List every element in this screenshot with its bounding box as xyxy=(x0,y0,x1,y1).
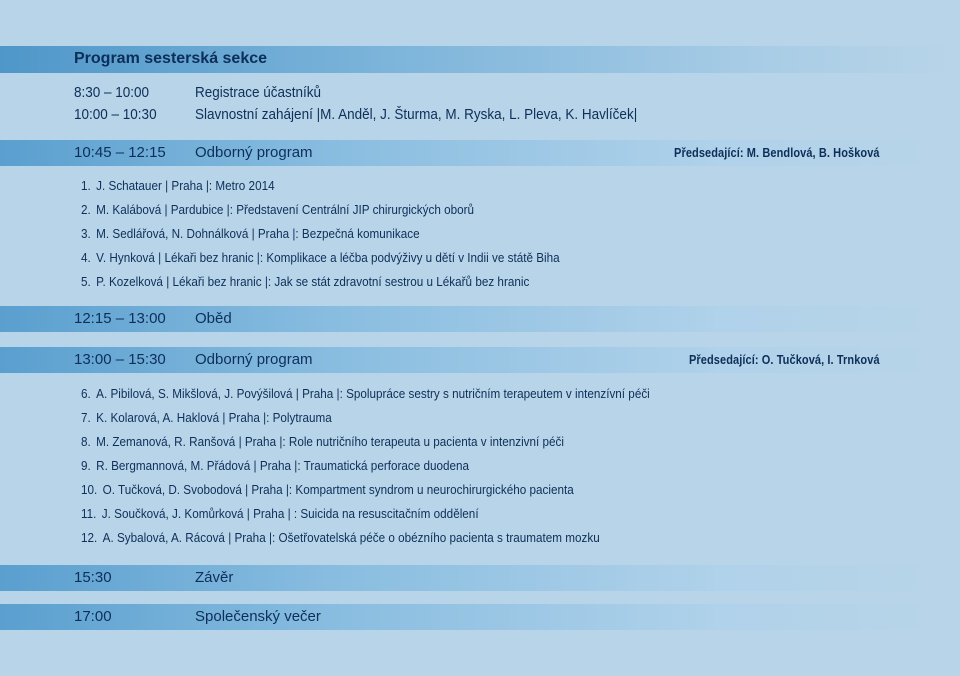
closing-time: 15:30 xyxy=(74,569,112,586)
talk-number: 4. xyxy=(81,250,91,265)
session1-time: 10:45 – 12:15 xyxy=(74,144,166,161)
session2-label: Odborný program xyxy=(195,351,313,368)
evening-time: 17:00 xyxy=(74,608,112,625)
opening-text-registration: Registrace účastníků xyxy=(195,84,322,101)
talk-text: M. Zemanová, R. Ranšová | Praha |: Role nutričního terapeuta u pacienta v intenzivní péči xyxy=(96,434,564,449)
talk-number: 6. xyxy=(81,386,91,401)
opening-time-ceremony: 10:00 – 10:30 xyxy=(74,106,157,123)
talk-item xyxy=(81,178,275,193)
talk-text: K. Kolarová, A. Haklová | Praha |: Polytrauma xyxy=(96,410,332,425)
page-title: Program sesterská sekce xyxy=(74,50,268,67)
lunch-label: Oběd xyxy=(195,310,232,327)
lunch-time: 12:15 – 13:00 xyxy=(74,310,166,327)
talk-text: V. Hynková | Lékaři bez hranic |: Komplikace a léčba podvýživy u dětí v Indii ve státě Biha xyxy=(96,250,560,265)
session2-chairs: Předsedající: O. Tučková, I. Trnková xyxy=(689,353,880,367)
talk-text: O. Tučková, D. Svobodová | Praha |: Kompartment syndrom u neurochirurgického pacienta xyxy=(102,482,574,497)
talk-number: 1. xyxy=(81,178,91,193)
talk-item xyxy=(81,202,474,217)
talk-item xyxy=(81,482,574,497)
closing-band xyxy=(0,565,960,591)
talk-text: A. Sybalová, A. Rácová | Praha |: Ošetřovatelská péče o obézního pacienta s traumatem mozku xyxy=(102,530,600,545)
talk-item xyxy=(81,434,564,449)
session2-time: 13:00 – 15:30 xyxy=(74,351,166,368)
talk-text: M. Kalábová | Pardubice |: Představení Centrální JIP chirurgických oborů xyxy=(96,202,475,217)
talk-item xyxy=(81,458,469,473)
opening-text-ceremony: Slavnostní zahájení |M. Anděl, J. Šturma, M. Ryska, L. Pleva, K. Havlíček| xyxy=(195,106,638,123)
talk-number: 9. xyxy=(81,458,91,473)
session1-chairs: Předsedající: M. Bendlová, B. Hošková xyxy=(674,146,880,160)
talk-item xyxy=(81,274,529,289)
talk-number: 11. xyxy=(81,506,97,521)
talk-item xyxy=(81,410,332,425)
talk-number: 7. xyxy=(81,410,91,425)
closing-label: Závěr xyxy=(195,569,234,586)
opening-time-registration: 8:30 – 10:00 xyxy=(74,84,150,101)
talk-number: 2. xyxy=(81,202,91,217)
talk-number: 10. xyxy=(81,482,98,497)
talk-number: 12. xyxy=(81,530,98,545)
talk-text: M. Sedlářová, N. Dohnálková | Praha |: Bezpečná komunikace xyxy=(96,226,420,241)
talk-text: R. Bergmannová, M. Přádová | Praha |: Traumatická perforace duodena xyxy=(96,458,470,473)
talk-text: J. Schatauer | Praha |: Metro 2014 xyxy=(96,178,275,193)
talk-number: 8. xyxy=(81,434,91,449)
talk-item xyxy=(81,386,650,401)
talk-text: J. Součková, J. Komůrková | Praha | : Suicida na resuscitačním oddělení xyxy=(101,506,479,521)
talk-item xyxy=(81,226,420,241)
session1-label: Odborný program xyxy=(195,144,313,161)
evening-band xyxy=(0,604,960,630)
talk-text: A. Pibilová, S. Mikšlová, J. Povýšilová | Praha |: Spolupráce sestry s nutričním terapeutem v intenzívní péči xyxy=(96,386,650,401)
talk-text: P. Kozelková | Lékaři bez hranic |: Jak se stát zdravotní sestrou u Lékařů bez hranic xyxy=(96,274,530,289)
talk-item xyxy=(81,530,600,545)
evening-label: Společenský večer xyxy=(195,608,321,625)
talk-number: 5. xyxy=(81,274,91,289)
talk-item xyxy=(81,506,479,521)
talk-item xyxy=(81,250,560,265)
talk-number: 3. xyxy=(81,226,91,241)
